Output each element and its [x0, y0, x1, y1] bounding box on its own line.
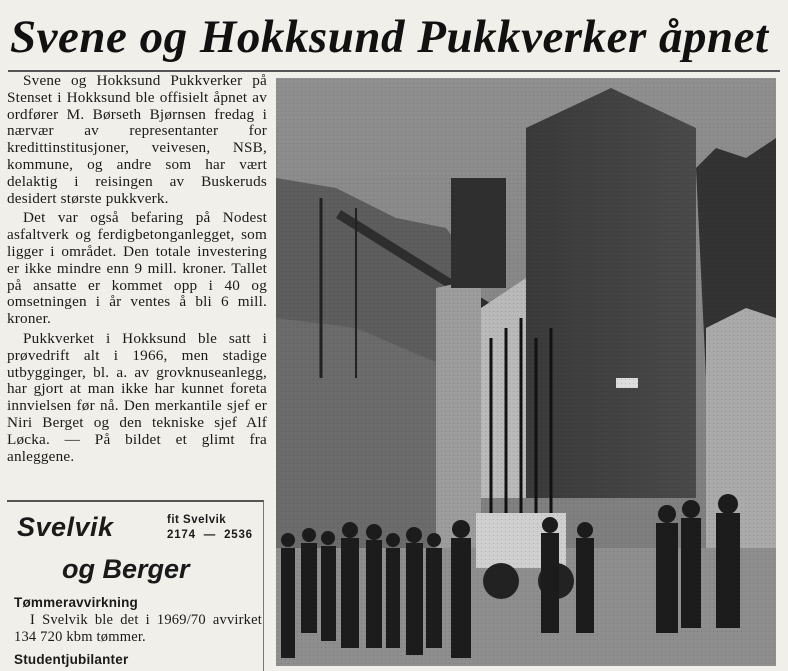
article-paragraph-3: Pukkverket i Hokksund ble satt i prøvedrift alt i 1966, men stadige utbygginger, bl. a. av grovknuseanlegg, har gjort at man ikke har kunnet foreta innvielsen før nå. Den merkantile sjef er Niri Berget og den tekniske sjef Alf Løcka. — På bildet et glimt fra anleggene. — [7, 329, 267, 465]
phone-label: fit Svelvik — [167, 514, 227, 526]
article-body — [7, 73, 267, 468]
svelvik-berger-section — [7, 500, 264, 671]
section-body-tommeravvirkning: I Svelvik ble det i 1969/70 avvirket 134 720 kbm tømmer. — [14, 612, 262, 645]
svelvik-title: Svelvik — [17, 512, 114, 542]
section-heading-tommeravvirkning: Tømmeravvirkning — [14, 595, 138, 610]
article-paragraph-1: Svene og Hokksund Pukkverker på Stenset i Hokksund ble offisielt åpnet av ordfører M. Børseth Bjørnsen fredag i nærvær av representanter for kredittinstitusjoner, veivesen, NSB, kommune, og andre som har vært delaktig i reisingen av Buskeruds desidert største pukkverk. — [7, 72, 267, 207]
headline: Svene og Hokksund Pukkverker åpnet — [10, 11, 769, 63]
section-heading-studentjubilanter: Studentjubilanter — [14, 652, 129, 667]
quarry-photo — [276, 78, 776, 666]
og-berger-title: og Berger — [62, 554, 190, 584]
phone-numbers: 2174 — 2536 — [167, 529, 253, 541]
article-paragraph-2: Det var også befaring på Nodest asfaltverk og ferdigbetonganlegget, som ligger i området. Den totale investering er ikke mindre enn 9 mill. kroner. Tallet på ansatte er kommet opp i 40 og omsetningen i år ventes å bli 6 mill. kroner. — [7, 209, 267, 328]
